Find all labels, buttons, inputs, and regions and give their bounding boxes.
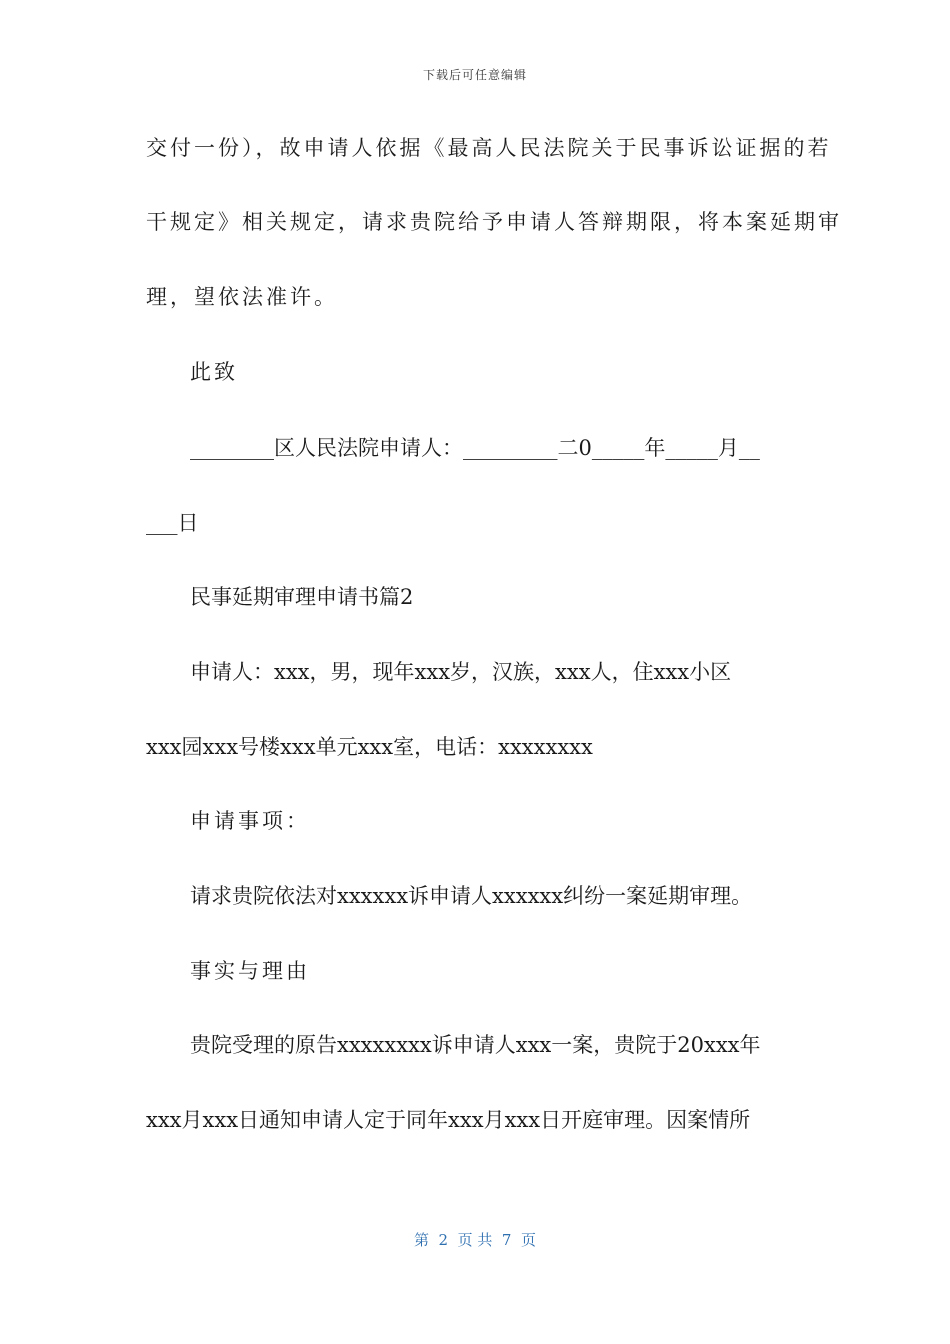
request-heading: 申请事项： (190, 809, 310, 833)
facts-line-1: 贵院受理的原告xxxxxxxx诉申请人xxx一案，贵院于20xxx年 (190, 1033, 761, 1057)
paragraph-line-2: 干规定》相关规定，请求贵院给予申请人答辩期限，将本案延期审 (146, 210, 842, 234)
applicant-line-1: 申请人：xxx，男，现年xxx岁，汉族，xxx人，住xxx小区 (190, 660, 732, 684)
facts-heading: 事实与理由 (190, 959, 310, 983)
section-title: 民事延期审理申请书篇2 (190, 585, 414, 609)
facts-line-2: xxx月xxx日通知申请人定于同年xxx月xxx日开庭审理。因案情所 (146, 1108, 751, 1132)
applicant-line-2: xxx园xxx号楼xxx单元xxx室，电话：xxxxxxxx (146, 735, 593, 759)
request-text: 请求贵院依法对xxxxxx诉申请人xxxxxx纠纷一案延期审理。 (190, 884, 753, 908)
salutation: 此致 (190, 360, 238, 384)
signature-line-continued: ___日 (146, 511, 199, 535)
paragraph-line-3: 理，望依法准许。 (146, 285, 338, 309)
paragraph-line-1: 交付一份），故申请人依据《最高人民法院关于民事诉讼证据的若 (146, 136, 832, 160)
page-header-note: 下载后可任意编辑 (422, 68, 527, 82)
signature-line: ________区人民法院申请人：_________二0_____年_____月__ (190, 436, 760, 460)
page-number-footer: 第 2 页 共 7 页 (414, 1231, 536, 1249)
